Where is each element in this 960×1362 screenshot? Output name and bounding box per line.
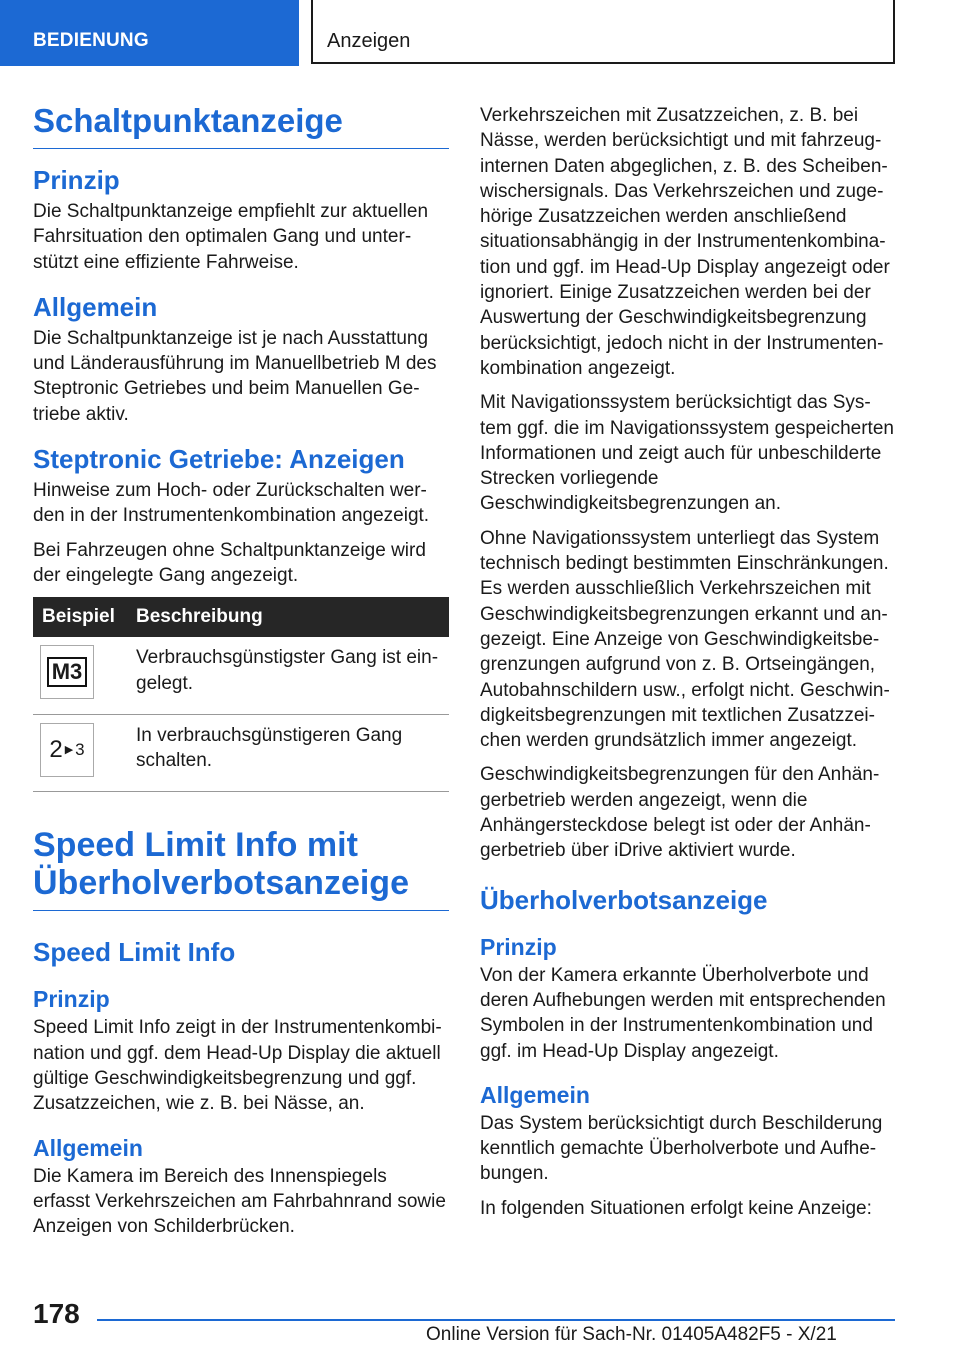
heading-steptronic: Steptronic Getriebe: Anzeigen xyxy=(33,444,405,475)
gear-to: 3 xyxy=(75,739,85,759)
table-header-beispiel: Beispiel xyxy=(33,597,136,637)
footer-divider xyxy=(97,1319,895,1321)
heading-prinzip: Prinzip xyxy=(33,165,120,195)
gear-m3-icon xyxy=(40,645,94,699)
paragraph: Bei Fahrzeugen ohne Schaltpunktanzeige wird der eingelegte Gang angezeigt. xyxy=(33,539,426,586)
table-cell: Verbrauchsgünstigster Gang ist eingelegt. xyxy=(136,637,449,714)
upshift-icon xyxy=(40,723,94,777)
paragraph: Geschwindigkeitsbegrenzungen für den Anhängerbetrieb werden angezeigt, wenn die Anhängersteckdose belegt ist oder der Anhängerbetrieb über iDrive aktiviert wurde. xyxy=(480,764,880,862)
heading-allgemein: Allgemein xyxy=(33,1134,143,1161)
paragraph: Die Schaltpunktanzeige ist je nach Ausstattung und Länderausführung im Manuellbetrieb M des Steptronic Getriebes und beim Manuellen Getriebe aktiv. xyxy=(33,327,437,425)
heading-allgemein: Allgemein xyxy=(33,291,158,322)
gear-from: 2 xyxy=(49,735,63,763)
paragraph: Das System berücksichtigt durch Beschilderung kenntlich gemachte Überholverbote und Aufhebungen. xyxy=(480,1112,883,1185)
page-number: 178 xyxy=(33,1298,80,1329)
table-header-beschreibung: Beschreibung xyxy=(136,597,449,637)
paragraph: Hinweise zum Hoch- oder Zurückschalten werden in der Instrumentenkombination angezeigt. xyxy=(33,480,430,527)
section-tab: BEDIENUNG xyxy=(0,0,299,66)
table-row xyxy=(33,714,449,792)
heading-ueberholverbotsanzeige: Überholverbotsanzeige xyxy=(480,884,768,915)
paragraph: Verkehrszeichen mit Zusatzzeichen, z. B. bei Nässe, werden berücksichtigt und mit fahrzeuginternen Daten abgeglichen, z. B. des Scheibenwischersignals. Das Verkehrszeichen und zugehörige Zusatzzeichen werden anschließend situationsabhängig in der Instrumentenkombination und ggf. im Head-Up Display angezeigt oder ignoriert. Einige Zusatzzeichen werden bei der Auswertung der Geschwindigkeitsbegrenzung berücksichtigt, jedoch nicht in der Instrumentenkombination angezeigt. xyxy=(480,105,890,379)
heading-speed-limit-info: Speed Limit Info xyxy=(33,937,236,968)
heading-prinzip: Prinzip xyxy=(480,933,557,960)
paragraph: Speed Limit Info zeigt in der Instrumentenkombination und ggf. dem Head-Up Display die aktuell gültige Geschwindigkeitsbegrenzung und ggf. Zusatzzeichen, wie z. B. bei Nässe, an. xyxy=(33,1017,442,1115)
paragraph: Von der Kamera erkannte Überholverbote und deren Aufhebungen werden mit entsprechenden Symbolen in der Instrumentenkombination und ggf. im Head-Up Display angezeigt. xyxy=(480,964,886,1062)
section-title-speed-limit: Speed Limit Info mit Überholverbotsanzeige xyxy=(33,826,449,911)
paragraph: Ohne Navigationssystem unterliegt das System technisch bedingt bestimmten Einschränkungen. Es werden ausschließlich Verkehrszeichen mit Geschwindigkeitsbegrenzungen erkannt und angezeigt. Eine Anzeige von Geschwindigkeitsbegrenzungen aufgrund von z. B. Ortseingängen, Autobahnschildern usw., erfolgt nicht. Geschwindigkeitsbegrenzungen mit textlichen Zusatzzeichen werden grundsätzlich immer angezeigt. xyxy=(480,527,890,752)
chapter-title: Anzeigen xyxy=(311,0,895,64)
footer-version: Online Version für Sach-Nr. 01405A482F5 - X/21 xyxy=(426,1324,837,1345)
paragraph: In folgenden Situationen erfolgt keine Anzeige: xyxy=(480,1197,872,1219)
heading-allgemein: Allgemein xyxy=(480,1081,590,1108)
gear-display-table xyxy=(33,597,449,792)
table-cell: In verbrauchsgünstigeren Gang schalten. xyxy=(136,714,449,792)
heading-prinzip: Prinzip xyxy=(33,986,110,1013)
arrow-right-icon: ▶ xyxy=(64,744,74,757)
right-column xyxy=(480,103,896,1230)
paragraph: Die Kamera im Bereich des Innenspiegels erfasst Verkehrszeichen am Fahrbahnrand sowie Anzeigen von Schilderbrücken. xyxy=(33,1165,446,1238)
left-column xyxy=(33,102,449,1249)
gear-m3-label: M3 xyxy=(47,657,88,687)
page-title: Schaltpunktanzeige xyxy=(33,102,449,149)
paragraph: Die Schaltpunktanzeige empfiehlt zur aktuellen Fahrsituation den optimalen Gang und unterstützt eine effiziente Fahrweise. xyxy=(33,201,429,273)
table-row xyxy=(33,637,449,714)
paragraph: Mit Navigationssystem berücksichtigt das System ggf. die im Navigationssystem gespeicherten Informationen und zeigt auch für unbeschilderte Strecken vorliegende Geschwindigkeitsbegrenzungen an. xyxy=(480,392,894,515)
